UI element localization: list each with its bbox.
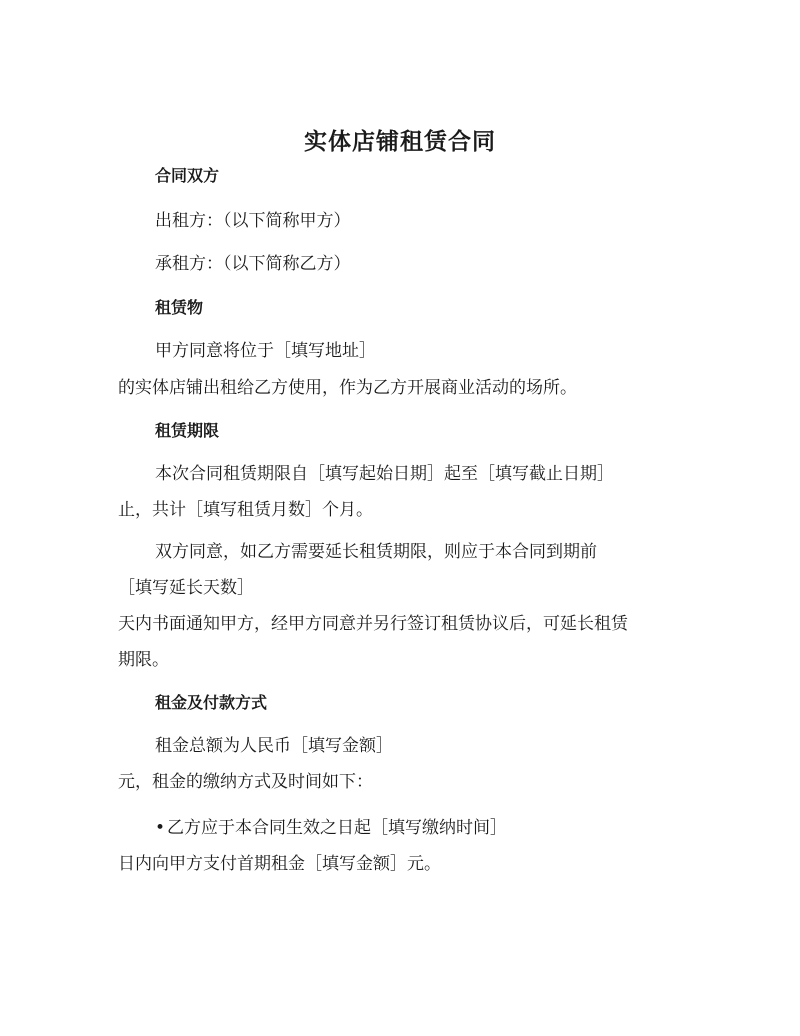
section-heading-parties: 合同双方 [155,166,220,185]
rent-p1-line-1: 租金总额为人民币［填写金额］ [155,736,393,756]
term-p1-line-2: 止，共计［填写租赁月数］个月。 [118,500,373,520]
term-p2-line-3: 天内书面通知甲方，经甲方同意并另行签订租赁协议后，可延长租赁 [118,614,628,634]
section-heading-property: 租赁物 [155,298,204,317]
property-line-1: 甲方同意将位于［填写地址］ [155,341,376,361]
lessor-line: 出租方：（以下简称甲方） [155,211,351,231]
term-p2-line-4: 期限。 [118,650,169,670]
rent-p1-line-2: 元，租金的缴纳方式及时间如下： [118,772,373,792]
rent-bullet-1-line-2: 日内向甲方支付首期租金［填写金额］元。 [118,854,441,874]
term-p2-line-2: ［填写延长天数］ [118,578,254,598]
lessee-line: 承租方：（以下简称乙方） [155,254,351,274]
document-title: 实体店铺租赁合同 [304,128,496,155]
property-line-2: 的实体店铺出租给乙方使用，作为乙方开展商业活动的场所。 [118,378,577,398]
term-p2-line-1: 双方同意，如乙方需要延长租赁期限，则应于本合同到期前 [155,542,597,562]
rent-bullet-1-line-1 [155,815,507,841]
section-heading-rent: 租金及付款方式 [155,693,268,712]
term-p1-line-1: 本次合同租赁期限自［填写起始日期］起至［填写截止日期］ [155,464,614,484]
section-heading-term: 租赁期限 [155,421,220,440]
rent-bullet-1-text: 乙方应于本合同生效之日起［填写缴纳时间］ [167,818,508,838]
bullet-marker: • [155,818,166,838]
